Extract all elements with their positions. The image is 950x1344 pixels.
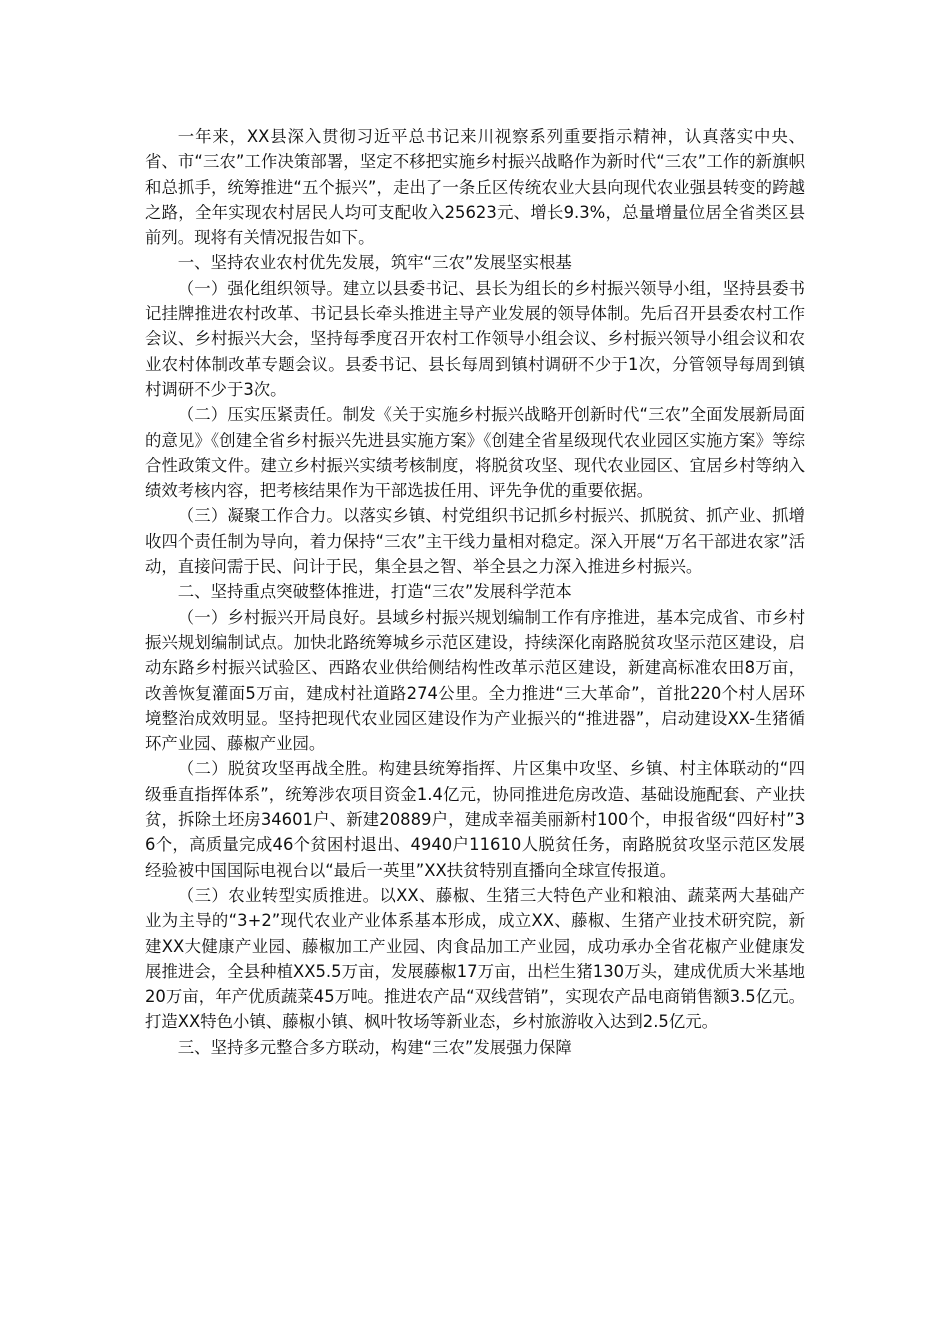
section-2-item-1: （一）乡村振兴开局良好。县域乡村振兴规划编制工作有序推进，基本完成省、市乡村振兴规划编制试点。加快北路统筹城乡示范区建设，持续深化南路脱贫攻坚示范区建设，启动东路乡村振兴试验区、西路农业供给侧结构性改革示范区建设，新建高标准农田8万亩，改善恢复灌面5万亩，建成村社道路274公里。全力推进“三大革命”，首批220个村人居环境整治成效明显。坚持把现代农业园区建设作为产业振兴的“推进器”，启动建设XX-生猪循环产业园、藤椒产业园。: [145, 607, 805, 754]
intro-paragraph: 一年来，XX县深入贯彻习近平总书记来川视察系列重要指示精神，认真落实中央、省、市“三农”工作决策部署，坚定不移把实施乡村振兴战略作为新时代“三农”工作的新旗帜和总抓手，统筹推进“五个振兴”，走出了一条丘区传统农业大县向现代农业强县转变的跨越之路，全年实现农村居民人均可支配收入25623元、增长9.3%，总量增量位居全省类区县前列。现将有关情况报告如下。: [145, 127, 805, 248]
section-2-heading: 二、坚持重点突破整体推进，打造“三农”发展科学范本: [177, 582, 572, 602]
section-3-heading: 三、坚持多元整合多方联动，构建“三农”发展强力保障: [177, 1037, 572, 1057]
section-1-heading: 一、坚持农业农村优先发展，筑牢“三农”发展坚实根基: [177, 253, 572, 273]
document-body: [145, 124, 805, 1060]
section-2-item-3: （三）农业转型实质推进。以XX、藤椒、生猪三大特色产业和粮油、蔬菜两大基础产业为主导的“3+2”现代农业产业体系基本形成，成立XX、藤椒、生猪产业技术研究院，新建XX大健康产业园、藤椒加工产业园、肉食品加工产业园，成功承办全省花椒产业健康发展推进会，全县种植XX5.5万亩，发展藤椒17万亩，出栏生猪130万头，建成优质大米基地20万亩，年产优质蔬菜45万吨。推进农产品“双线营销”，实现农产品电商销售额3.5亿元。打造XX特色小镇、藤椒小镇、枫叶牧场等新业态，乡村旅游收入达到2.5亿元。: [145, 885, 805, 1032]
section-2-item-2: （二）脱贫攻坚再战全胜。构建县统筹指挥、片区集中攻坚、乡镇、村主体联动的“四级垂直指挥体系”，统筹涉农项目资金1.4亿元，协同推进危房改造、基础设施配套、产业扶贫，拆除土坯房34601户、新建20889户，建成幸福美丽新村100个，申报省级“四好村”36个，高质量完成46个贫困村退出、4940户11610人脱贫任务，南路脱贫攻坚示范区发展经验被中国国际电视台以“最后一英里”XX扶贫特别直播向全球宣传报道。: [145, 759, 805, 880]
section-1-item-3: （三）凝聚工作合力。以落实乡镇、村党组织书记抓乡村振兴、抓脱贫、抓产业、抓增收四个责任制为导向，着力保持“三农”主干线力量相对稳定。深入开展“万名干部进农家”活动，直接问需于民、问计于民，集全县之智、举全县之力深入推进乡村振兴。: [145, 506, 805, 577]
section-1-item-1: （一）强化组织领导。建立以县委书记、县长为组长的乡村振兴领导小组，坚持县委书记挂牌推进农村改革、书记县长牵头推进主导产业发展的领导体制。先后召开县委农村工作会议、乡村振兴大会，坚持每季度召开农村工作领导小组会议、乡村振兴领导小组会议和农业农村体制改革专题会议。县委书记、县长每周到镇村调研不少于1次，分管领导每周到镇村调研不少于3次。: [145, 278, 805, 399]
section-1-item-2: （二）压实压紧责任。制发《关于实施乡村振兴战略开创新时代“三农”全面发展新局面的意见》《创建全省乡村振兴先进县实施方案》《创建全省星级现代农业园区实施方案》等综合性政策文件。建立乡村振兴实绩考核制度，将脱贫攻坚、现代农业园区、宜居乡村等纳入绩效考核内容，把考核结果作为干部选拔任用、评先争优的重要依据。: [145, 405, 805, 501]
